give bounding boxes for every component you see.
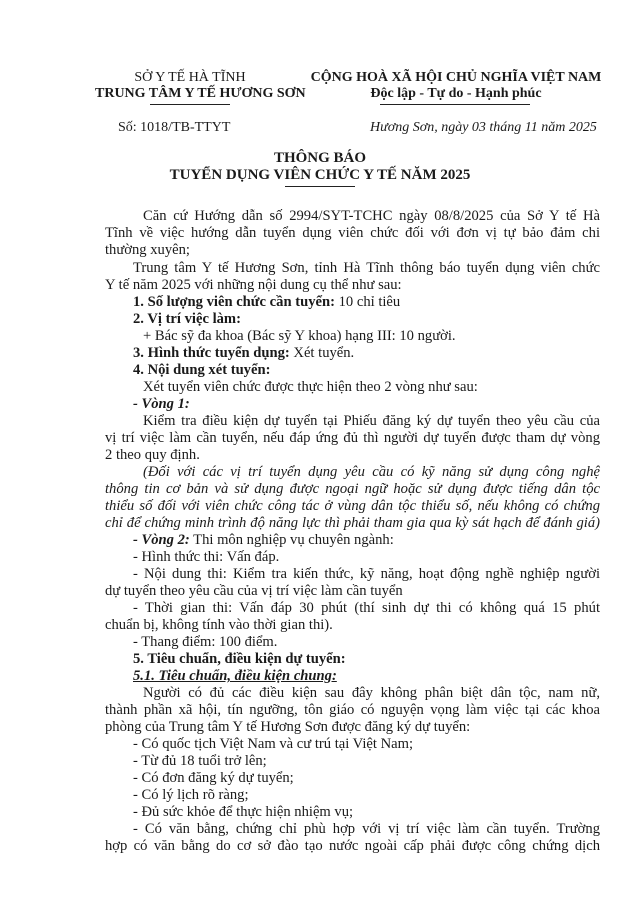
condition-health: - Đủ sức khỏe để thực hiện nhiệm vụ;: [133, 804, 354, 820]
section-3: [133, 345, 354, 362]
national-motto: Độc lập - Tự do - Hạnh phúc: [370, 86, 542, 101]
round-1-line-3: 2 theo quy định.: [105, 447, 200, 463]
round-2-content-line-1: - Nội dung thi: Kiểm tra kiến thức, kỹ năng, hoạt động nghề nghiệp người: [133, 566, 600, 582]
section-3-text: Xét tuyển.: [289, 345, 355, 361]
condition-record: - Có lý lịch rõ ràng;: [133, 787, 249, 803]
note-line-1: (Đối với các vị trí tuyển dụng yêu cầu có kỹ năng sử dụng công nghệ: [143, 464, 600, 480]
section-4-intro: Xét tuyển viên chức được thực hiện theo 2 vòng như sau:: [143, 379, 478, 395]
title-underline: [285, 186, 355, 187]
section-4-heading: 4. Nội dung xét tuyển:: [133, 362, 271, 378]
round-1-heading: - Vòng 1:: [133, 396, 190, 412]
issue-date: Hương Sơn, ngày 03 tháng 11 năm 2025: [370, 120, 597, 135]
document-subtitle: TUYỂN DỤNG VIÊN CHỨC Y TẾ NĂM 2025: [169, 167, 471, 183]
condition-degree-line-1: - Có văn bằng, chứng chỉ phù hợp với vị trí việc làm cần tuyển. Trường: [133, 821, 600, 837]
section-1: [133, 294, 400, 311]
round-2-form: - Hình thức thi: Vấn đáp.: [133, 549, 280, 565]
agency-name: TRUNG TÂM Y TẾ HƯƠNG SƠN: [95, 86, 306, 101]
basis-line-3: thường xuyên;: [105, 242, 190, 258]
round-1-line-1: Kiểm tra điều kiện dự tuyển tại Phiếu đăng ký dự tuyển theo yêu cầu của: [143, 413, 600, 429]
round-2-scale: - Thang điểm: 100 điểm.: [133, 634, 278, 650]
section-2-heading: 2. Vị trí việc làm:: [133, 311, 241, 327]
document-title: THÔNG BÁO: [273, 150, 367, 166]
section-1-heading: 1. Số lượng viên chức cần tuyển:: [133, 294, 335, 310]
round-2-time-line-2: chuẩn bị, không tính vào thời gian thi).: [105, 617, 333, 633]
condition-application: - Có đơn đăng ký dự tuyển;: [133, 770, 294, 786]
condition-degree-line-2: hợp có văn bằng do cơ sở đào tạo nước ngoài cấp phải được công chứng dịch: [105, 838, 600, 854]
round-2-content-line-2: dự tuyển theo yêu cầu của vị trí việc làm cần tuyển: [105, 583, 403, 599]
round-2-heading: - Vòng 2:: [133, 532, 190, 548]
round-2-text: Thi môn nghiệp vụ chuyên ngành:: [189, 532, 394, 548]
condition-nationality: - Có quốc tịch Việt Nam và cư trú tại Việt Nam;: [133, 736, 413, 752]
section-2-item: + Bác sỹ đa khoa (Bác sỹ Y khoa) hạng III: 10 người.: [143, 328, 456, 344]
round-2: [133, 532, 394, 549]
section-3-heading: 3. Hình thức tuyển dụng:: [133, 345, 290, 361]
section-5-1-line-1: Người có đủ các điều kiện sau đây không phân biệt dân tộc, nam nữ,: [143, 685, 600, 701]
motto-underline: [380, 104, 530, 105]
agency-underline: [150, 104, 230, 105]
section-5-heading: 5. Tiêu chuẩn, điều kiện dự tuyển:: [133, 651, 346, 667]
basis-line-2: Tĩnh về việc hướng dẫn tuyển dụng viên chức đối với đơn vị tự bảo đảm chi: [105, 225, 600, 241]
announce-line-2: Y tế năm 2025 với những nội dung cụ thể như sau:: [105, 277, 402, 293]
note-line-3: thiểu số đối với viên chức công tác ở vùng dân tộc thiểu số, nếu không có chứng: [105, 498, 600, 514]
announce-line-1: Trung tâm Y tế Hương Sơn, tỉnh Hà Tĩnh thông báo tuyển dụng viên chức: [133, 260, 600, 276]
national-title: CỘNG HOÀ XÃ HỘI CHỦ NGHĨA VIỆT NAM: [310, 70, 602, 85]
section-5-1-line-3: phòng của Trung tâm Y tế Hương Sơn được đăng ký dự tuyển:: [105, 719, 471, 735]
section-5-1-line-2: thành phần xã hội, tín ngưỡng, tôn giáo có nguyện vọng làm việc tại các khoa: [105, 702, 600, 718]
note-line-2: thông tin cơ bản và sử dụng được ngoại ngữ hoặc sử dụng được tiếng dân tộc: [105, 481, 600, 497]
round-2-time-line-1: - Thời gian thi: Vấn đáp 30 phút (thí sinh dự thi có không quá 15 phút: [133, 600, 600, 616]
basis-line-1: Căn cứ Hướng dẫn số 2994/SYT-TCHC ngày 08/8/2025 của Sở Y tế Hà: [143, 208, 600, 224]
round-1-line-2: vị trí việc làm cần tuyển, nếu đáp ứng đủ thì người dự tuyển được tham dự vòng: [105, 430, 600, 446]
note-line-4: chỉ để chứng minh trình độ năng lực thì phải tham gia qua kỳ sát hạch để đánh giá): [105, 515, 600, 531]
section-5-1-heading: 5.1. Tiêu chuẩn, điều kiện chung:: [133, 668, 337, 684]
section-1-text: 10 chỉ tiêu: [334, 294, 401, 310]
agency-parent: SỞ Y TẾ HÀ TĨNH: [134, 70, 246, 85]
document-number: Số: 1018/TB-TTYT: [118, 120, 231, 135]
condition-age: - Từ đủ 18 tuổi trở lên;: [133, 753, 267, 769]
